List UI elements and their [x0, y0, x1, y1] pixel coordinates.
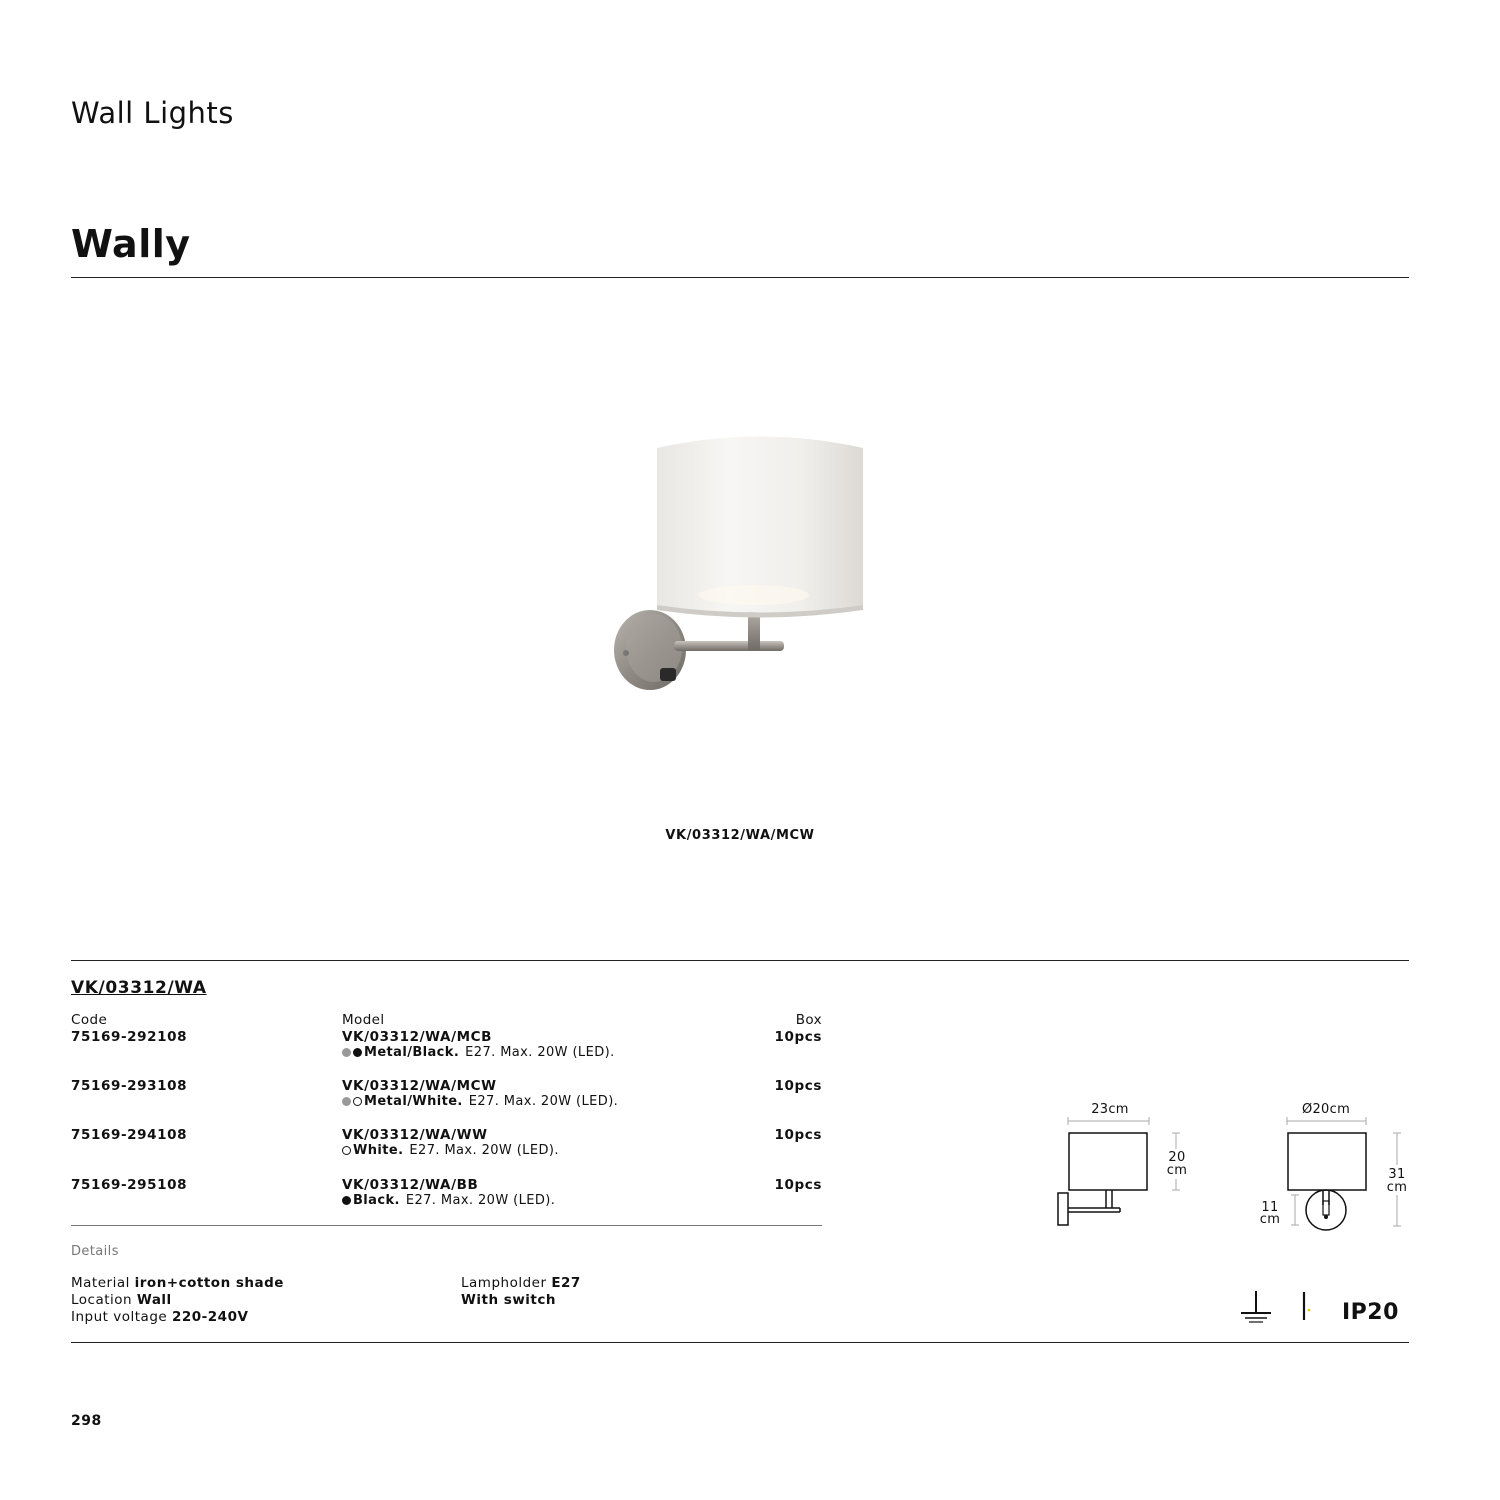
finish-spec: E27. Max. 20W (LED).: [405, 1193, 556, 1208]
width-label: 23cm: [1091, 1102, 1129, 1117]
row-finish: [342, 1143, 559, 1158]
row-box: 10pcs: [774, 1029, 822, 1045]
height-unit: cm: [1166, 1163, 1188, 1178]
finish-label: White.: [353, 1143, 404, 1158]
title-divider: [71, 277, 1409, 278]
material-value: iron+cotton shade: [134, 1275, 284, 1291]
white-swatch-icon: [342, 1146, 351, 1155]
section-title: Wall Lights: [71, 96, 234, 130]
material-line: [71, 1275, 284, 1292]
voltage-label: Input voltage: [71, 1309, 168, 1325]
total-num: 31: [1388, 1167, 1406, 1182]
section-divider: [71, 960, 1409, 961]
location-label: Location: [71, 1292, 133, 1308]
front-view-drawing: [1250, 1095, 1420, 1235]
total-unit: cm: [1386, 1180, 1408, 1195]
earth-class-icon: [1236, 1288, 1276, 1328]
family-code: VK/03312/WA: [71, 978, 207, 998]
lampholder-line: [461, 1275, 581, 1292]
metal-swatch-icon: [342, 1097, 351, 1106]
voltage-line: [71, 1309, 284, 1326]
switch-symbol-icon: [1296, 1288, 1316, 1328]
product-photo: [600, 420, 880, 710]
finish-spec: E27. Max. 20W (LED).: [409, 1143, 559, 1158]
details-right: [461, 1275, 581, 1309]
photo-caption: VK/03312/WA/MCW: [665, 828, 815, 843]
lampholder-label: Lampholder: [461, 1275, 547, 1291]
row-finish: [342, 1045, 615, 1060]
location-value: Wall: [136, 1292, 172, 1308]
row-model: VK/03312/WA/MCB: [342, 1029, 493, 1045]
height-num: 20: [1168, 1150, 1186, 1165]
row-code: 75169-292108: [71, 1029, 188, 1045]
row-model: VK/03312/WA/MCW: [342, 1078, 497, 1094]
row-model: VK/03312/WA/BB: [342, 1177, 479, 1193]
black-swatch-icon: [342, 1196, 351, 1205]
finish-label: Black.: [353, 1193, 400, 1208]
finish-spec: E27. Max. 20W (LED).: [468, 1094, 619, 1109]
row-box: 10pcs: [774, 1127, 822, 1143]
projection-unit: cm: [1259, 1212, 1281, 1227]
black-swatch-icon: [353, 1048, 362, 1057]
col-header-code: Code: [71, 1012, 108, 1028]
col-header-model: Model: [342, 1012, 385, 1028]
white-swatch-icon: [353, 1097, 362, 1106]
lampholder-value: E27: [551, 1275, 581, 1291]
ip-rating: IP20: [1342, 1300, 1399, 1325]
metal-swatch-icon: [342, 1048, 351, 1057]
switch-line: [461, 1292, 581, 1309]
finish-spec: E27. Max. 20W (LED).: [465, 1045, 615, 1060]
finish-label: Metal/Black.: [364, 1045, 460, 1060]
details-left: [71, 1275, 284, 1326]
diameter-label: Ø20cm: [1301, 1102, 1351, 1117]
product-title: Wally: [71, 222, 191, 266]
page-number: 298: [71, 1413, 102, 1429]
finish-label: Metal/White.: [364, 1094, 463, 1109]
row-finish: [342, 1094, 618, 1109]
table-divider: [71, 1225, 822, 1226]
bottom-divider: [71, 1342, 1409, 1343]
row-code: 75169-295108: [71, 1177, 188, 1193]
row-model: VK/03312/WA/WW: [342, 1127, 488, 1143]
col-header-box: Box: [795, 1012, 822, 1028]
row-code: 75169-294108: [71, 1127, 188, 1143]
material-label: Material: [71, 1275, 130, 1291]
row-finish: [342, 1193, 555, 1208]
row-box: 10pcs: [774, 1177, 822, 1193]
location-line: [71, 1292, 284, 1309]
row-code: 75169-293108: [71, 1078, 188, 1094]
voltage-value: 220-240V: [172, 1309, 249, 1325]
row-box: 10pcs: [774, 1078, 822, 1094]
details-heading: Details: [71, 1244, 119, 1259]
side-view-drawing: [1040, 1095, 1200, 1235]
switch-note: With switch: [461, 1292, 556, 1308]
projection-num: 11: [1261, 1200, 1279, 1215]
